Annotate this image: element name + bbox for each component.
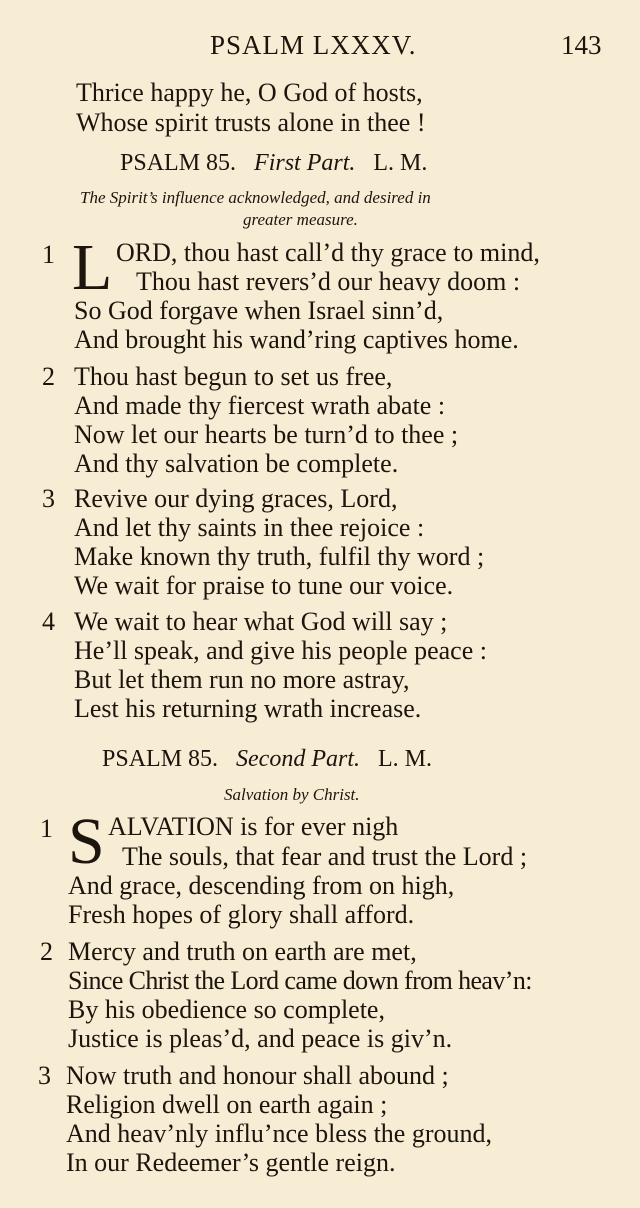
drop-cap: S	[68, 805, 105, 878]
verse-number: 3	[42, 484, 55, 513]
verse-line: Thou hast begun to set us free,	[74, 362, 393, 391]
verse-line: Since Christ the Lord came down from heav’n:	[68, 966, 532, 995]
verse-line: And thy salvation be complete.	[74, 449, 399, 478]
verse-number: 4	[42, 607, 55, 636]
psalm-heading	[102, 744, 432, 774]
verse-line: Make known thy truth, fulfil thy word ;	[74, 542, 485, 571]
verse-line: And brought his wand’ring captives home.	[74, 325, 519, 354]
verse-number: 2	[42, 362, 55, 391]
running-head	[0, 30, 640, 66]
verse-line: Thou hast revers’d our heavy doom :	[136, 267, 521, 296]
continuation-line: Thrice happy he, O God of hosts,	[76, 78, 423, 107]
verse-line: But let them run no more astray,	[74, 665, 410, 694]
continuation-line: Whose spirit trusts alone in thee !	[76, 108, 426, 137]
verse-line: And heav’nly influ’nce bless the ground,	[66, 1119, 493, 1148]
psalm-heading	[120, 148, 427, 178]
verse-line: ORD, thou hast call’d thy grace to mind,	[116, 238, 540, 267]
verse-line: Lest his returning wrath increase.	[74, 694, 422, 723]
verse-line: Religion dwell on earth again ;	[66, 1090, 388, 1119]
verse-line: Revive our dying graces, Lord,	[74, 484, 398, 513]
verse-line: Mercy and truth on earth are met,	[68, 937, 417, 966]
psalm-number: PSALM 85.	[102, 746, 219, 772]
verse-line: Now truth and honour shall abound ;	[66, 1061, 449, 1090]
verse-number: 1	[40, 814, 53, 843]
page-number: 143	[561, 30, 602, 60]
psalm-part: Second Part.	[236, 746, 361, 772]
verse-line: In our Redeemer’s gentle reign.	[66, 1148, 396, 1177]
verse-line: We wait for praise to tune our voice.	[74, 571, 454, 600]
verse-line: The souls, that fear and trust the Lord ;	[122, 842, 528, 871]
verse-line: So God forgave when Israel sinn’d,	[74, 296, 444, 325]
psalm-subtitle: greater measure.	[243, 210, 358, 229]
verse-line: Now let our hearts be turn’d to thee ;	[74, 420, 459, 449]
psalm-subtitle: The Spirit’s influence acknowledged, and desired in	[80, 188, 431, 207]
verse-line: And let thy saints in thee rejoice :	[74, 513, 425, 542]
verse-number: 3	[38, 1061, 51, 1090]
psalm-subtitle: Salvation by Christ.	[224, 785, 360, 804]
verse-line: By his obedience so complete,	[68, 995, 385, 1024]
verse-number: 1	[42, 240, 55, 269]
psalm-meter: L. M.	[378, 746, 433, 772]
verse-line: And made thy fiercest wrath abate :	[74, 391, 446, 420]
psalm-part: First Part.	[254, 150, 356, 176]
verse-line: Justice is pleas’d, and peace is giv’n.	[68, 1024, 453, 1053]
verse-line: And grace, descending from on high,	[68, 871, 455, 900]
running-title: PSALM LXXXV.	[210, 30, 417, 60]
drop-cap: L	[72, 231, 113, 304]
verse-line: He’ll speak, and give his people peace :	[74, 636, 487, 665]
psalm-meter: L. M.	[373, 150, 428, 176]
verse-line: ALVATION is for ever nigh	[108, 812, 399, 841]
verse-line: We wait to hear what God will say ;	[74, 607, 448, 636]
psalm-number: PSALM 85.	[120, 150, 237, 176]
verse-number: 2	[40, 937, 53, 966]
verse-line: Fresh hopes of glory shall afford.	[68, 900, 415, 929]
